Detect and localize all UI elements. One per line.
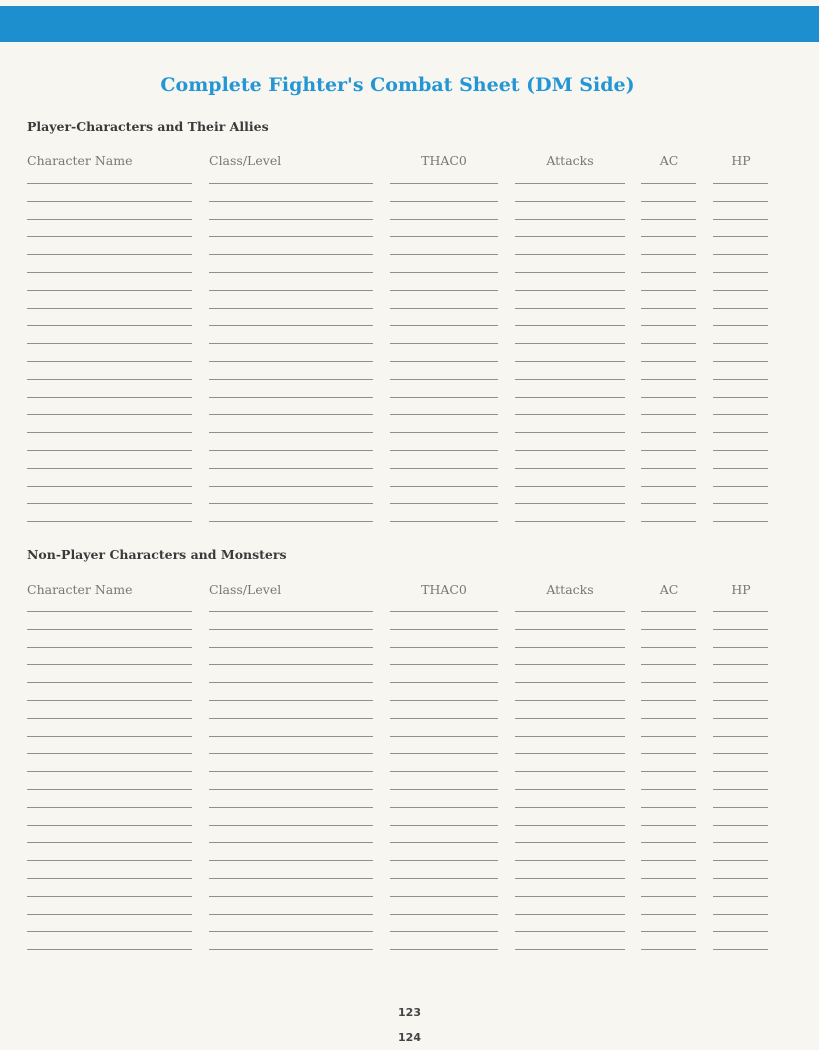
blank-entry-line bbox=[27, 949, 192, 950]
blank-entry-line bbox=[713, 896, 768, 897]
blank-entry-line bbox=[209, 664, 373, 665]
col-header-thac0: THAC0 bbox=[421, 153, 467, 168]
page-title: Complete Fighter's Combat Sheet (DM Side) bbox=[160, 74, 635, 96]
blank-entry-line bbox=[515, 664, 625, 665]
blank-entry-line bbox=[713, 611, 768, 612]
blank-entry-line bbox=[641, 682, 696, 683]
blank-entry-line bbox=[641, 949, 696, 950]
blank-entry-line bbox=[713, 914, 768, 915]
blank-entry-line bbox=[515, 878, 625, 879]
blank-entry-line bbox=[27, 842, 192, 843]
blank-entry-line bbox=[713, 931, 768, 932]
blank-entry-line bbox=[27, 807, 192, 808]
blank-entry-line bbox=[515, 896, 625, 897]
blank-entry-line bbox=[390, 878, 498, 879]
blank-entry-line bbox=[641, 736, 696, 737]
blank-entry-line bbox=[209, 789, 373, 790]
blank-entry-line bbox=[713, 736, 768, 737]
col-header-character-name: Character Name bbox=[27, 153, 133, 168]
blank-entry-line bbox=[209, 931, 373, 932]
blank-entry-line bbox=[515, 807, 625, 808]
blank-entry-line bbox=[27, 860, 192, 861]
blank-entry-line bbox=[390, 629, 498, 630]
blank-entry-line bbox=[515, 860, 625, 861]
blank-entry-line bbox=[713, 878, 768, 879]
blank-entry-line bbox=[209, 825, 373, 826]
blank-entry-line bbox=[390, 842, 498, 843]
blank-entry-line bbox=[641, 807, 696, 808]
blank-entry-line bbox=[27, 611, 192, 612]
blank-entry-line bbox=[27, 718, 192, 719]
blank-entry-line bbox=[209, 807, 373, 808]
blank-entry-line bbox=[641, 771, 696, 772]
blank-entry-line bbox=[27, 664, 192, 665]
blank-entry-line bbox=[713, 682, 768, 683]
blank-entry-line bbox=[390, 896, 498, 897]
blank-entry-line bbox=[641, 611, 696, 612]
blank-entry-line bbox=[27, 771, 192, 772]
blank-entry-line bbox=[713, 664, 768, 665]
blank-entry-line bbox=[27, 700, 192, 701]
blank-entry-line bbox=[390, 860, 498, 861]
blank-entry-line bbox=[27, 629, 192, 630]
blank-entry-line bbox=[515, 682, 625, 683]
blank-entry-line bbox=[209, 611, 373, 612]
blank-entry-line bbox=[209, 682, 373, 683]
blank-entry-line bbox=[390, 914, 498, 915]
page-number: 124 bbox=[398, 1031, 421, 1044]
blank-entry-line bbox=[641, 629, 696, 630]
blank-entry-line bbox=[209, 771, 373, 772]
blank-entry-line bbox=[515, 753, 625, 754]
blank-entry-line bbox=[515, 611, 625, 612]
blank-entry-line bbox=[209, 914, 373, 915]
blank-entry-line bbox=[209, 700, 373, 701]
blank-entry-line bbox=[641, 664, 696, 665]
blank-entry-line bbox=[713, 807, 768, 808]
blank-entry-line bbox=[641, 860, 696, 861]
blank-entry-line bbox=[27, 736, 192, 737]
page-number: 123 bbox=[398, 1006, 421, 1019]
blank-entry-line bbox=[515, 842, 625, 843]
blank-entry-line bbox=[209, 896, 373, 897]
col-header-ac: AC bbox=[659, 582, 679, 597]
blank-entry-line bbox=[209, 949, 373, 950]
blank-entry-line bbox=[641, 896, 696, 897]
blank-entry-line bbox=[713, 700, 768, 701]
blank-entry-line bbox=[515, 825, 625, 826]
blank-entry-line bbox=[515, 914, 625, 915]
blank-entry-line bbox=[209, 842, 373, 843]
col-header-class-level: Class/Level bbox=[209, 582, 282, 597]
blank-entry-line bbox=[713, 825, 768, 826]
col-header-thac0: THAC0 bbox=[421, 582, 467, 597]
blank-entry-line bbox=[390, 789, 498, 790]
blank-entry-line bbox=[713, 647, 768, 648]
blank-entry-line bbox=[515, 647, 625, 648]
blank-entry-line bbox=[515, 949, 625, 950]
blank-entry-line bbox=[390, 771, 498, 772]
blank-entry-line bbox=[27, 896, 192, 897]
blank-entry-line bbox=[641, 914, 696, 915]
blank-entry-line bbox=[515, 718, 625, 719]
blank-entry-line bbox=[390, 611, 498, 612]
blank-entry-line bbox=[390, 664, 498, 665]
blank-entry-line bbox=[390, 647, 498, 648]
blank-entry-line bbox=[27, 753, 192, 754]
blank-entry-line bbox=[27, 682, 192, 683]
col-header-attacks: Attacks bbox=[546, 582, 594, 597]
blank-entry-line bbox=[27, 914, 192, 915]
blank-entry-line bbox=[641, 753, 696, 754]
blank-entry-line bbox=[209, 718, 373, 719]
blank-entry-line bbox=[209, 736, 373, 737]
section-title-pcs: Player-Characters and Their Allies bbox=[27, 119, 269, 134]
blank-entry-line bbox=[515, 736, 625, 737]
col-header-hp: HP bbox=[731, 582, 751, 597]
blank-entry-line bbox=[515, 771, 625, 772]
blank-entry-line bbox=[209, 647, 373, 648]
blank-entry-line bbox=[390, 825, 498, 826]
blank-entry-line bbox=[390, 949, 498, 950]
blank-entry-line bbox=[641, 789, 696, 790]
blank-entry-line bbox=[515, 931, 625, 932]
blank-entry-line bbox=[515, 700, 625, 701]
blank-entry-line bbox=[641, 825, 696, 826]
blank-entry-line bbox=[713, 949, 768, 950]
blank-entry-line bbox=[713, 860, 768, 861]
blank-entry-line bbox=[713, 753, 768, 754]
blank-entry-line bbox=[713, 629, 768, 630]
blank-entry-line bbox=[209, 753, 373, 754]
blank-entry-line bbox=[390, 807, 498, 808]
blank-entry-line bbox=[27, 647, 192, 648]
blank-entry-line bbox=[713, 718, 768, 719]
blank-entry-line bbox=[641, 718, 696, 719]
blank-entry-line bbox=[641, 647, 696, 648]
blank-entry-line bbox=[713, 771, 768, 772]
blank-entry-line bbox=[390, 753, 498, 754]
blank-entry-line bbox=[390, 682, 498, 683]
blank-entry-line bbox=[390, 736, 498, 737]
col-header-class-level: Class/Level bbox=[209, 153, 282, 168]
blank-entry-line bbox=[209, 629, 373, 630]
blank-entry-line bbox=[27, 789, 192, 790]
blank-entry-line bbox=[641, 842, 696, 843]
blank-entry-line bbox=[641, 931, 696, 932]
col-header-attacks: Attacks bbox=[546, 153, 594, 168]
blank-entry-line bbox=[641, 700, 696, 701]
blank-entry-line bbox=[713, 842, 768, 843]
blank-entry-line bbox=[27, 825, 192, 826]
blank-entry-line bbox=[27, 931, 192, 932]
blank-entry-line bbox=[390, 718, 498, 719]
blank-entry-line bbox=[641, 878, 696, 879]
blank-entry-line bbox=[390, 700, 498, 701]
blank-entry-line bbox=[390, 931, 498, 932]
col-header-hp: HP bbox=[731, 153, 751, 168]
blank-entry-line bbox=[209, 860, 373, 861]
blank-entry-line bbox=[209, 878, 373, 879]
col-header-ac: AC bbox=[659, 153, 679, 168]
col-header-character-name: Character Name bbox=[27, 582, 133, 597]
blank-entry-line bbox=[515, 629, 625, 630]
blank-entry-line bbox=[515, 789, 625, 790]
blank-entry-line bbox=[713, 789, 768, 790]
section-title-npcs: Non-Player Characters and Monsters bbox=[27, 547, 287, 562]
blank-entry-line bbox=[27, 878, 192, 879]
